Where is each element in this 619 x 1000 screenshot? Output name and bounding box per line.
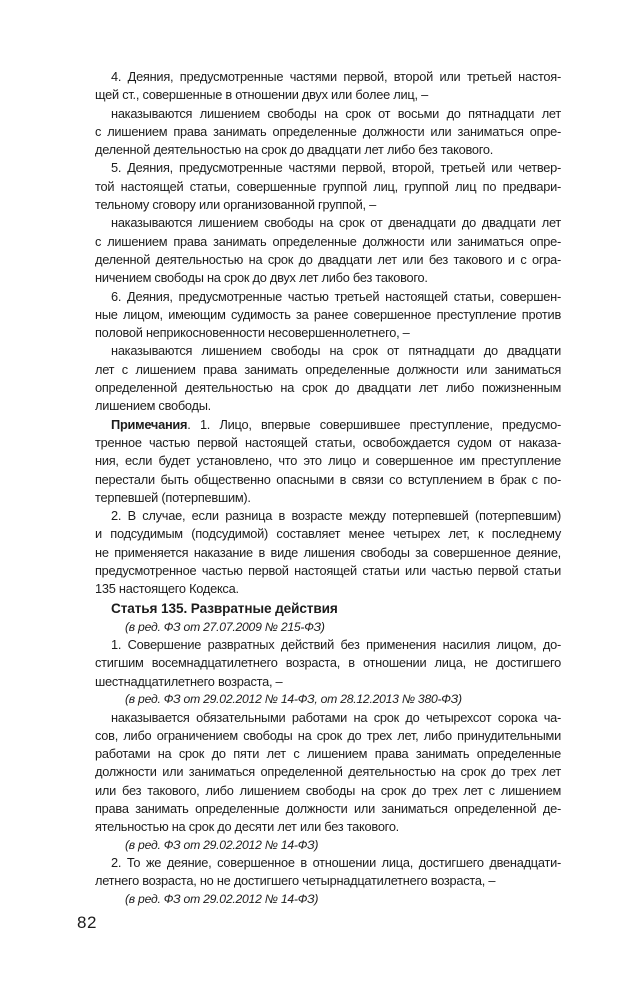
text-line: летнего возраста, но не достигшего четырнадцатилетнего возраста, –	[95, 873, 496, 889]
text-line: той настоящей статьи, совершенные группой лиц, группой лиц по предвари-	[95, 178, 561, 194]
text-line: наказывается обязательными работами на срок до четырехсот сорока ча-	[111, 709, 561, 725]
text-line: тельному сговору или организованной группой, –	[95, 197, 376, 213]
text-line: сов, либо ограничением свободы на срок до трех лет, либо принудительными	[95, 727, 561, 743]
text-line: с лишением права занимать определенные должности или заниматься опре-	[95, 123, 561, 139]
text-line: не применяется наказание в виде лишения свободы за совершенное деяние,	[95, 544, 561, 560]
text-line: 5. Деяния, предусмотренные частями первой, второй, третьей или четвер-	[111, 160, 561, 176]
edition-note: (в ред. ФЗ от 29.02.2012 № 14-ФЗ)	[125, 891, 319, 906]
notes-line	[95, 416, 561, 434]
text-line: должности или заниматься определенной деятельностью на срок до трех лет	[95, 764, 561, 780]
text-line: щей ст., совершенные в отношении двух или более лиц, –	[95, 87, 428, 103]
text-line: 135 настоящего Кодекса.	[95, 581, 239, 597]
text-line: работами на срок до пяти лет с лишением права занимать определенные	[95, 746, 561, 762]
text-line: 4. Деяния, предусмотренные частями первой, второй или третьей настоя-	[111, 69, 561, 84]
text-line: ничением свободы на срок до двух лет либо без такового.	[95, 270, 428, 286]
text-line: с лишением права занимать определенные должности или заниматься опре-	[95, 233, 561, 249]
text-line: деленной деятельностью на срок до двадцати лет либо без такового.	[95, 142, 494, 158]
text-line: 2. То же деяние, совершенное в отношении лица, достигшего двенадцати-	[111, 855, 561, 871]
text-line: определенной деятельностью на срок до двадцати лет либо пожизненным	[95, 380, 561, 396]
page-number: 82	[77, 913, 97, 932]
text-line: предусмотренное частью первой настоящей статьи или частью первой статьи	[95, 563, 561, 579]
text-line: перестали быть общественно опасными в связи со вступлением в брак с по-	[95, 471, 561, 487]
text-line: ятельностью на срок до десяти лет или без такового.	[95, 819, 399, 835]
text-line: лет с лишением права занимать определенные должности или заниматься	[95, 361, 561, 377]
edition-note: (в ред. ФЗ от 29.02.2012 № 14-ФЗ, от 28.12.2013 № 380-ФЗ)	[125, 692, 462, 706]
text-line: 6. Деяния, предусмотренные частью третьей настоящей статьи, совершен-	[111, 288, 561, 304]
article-134-continuation	[95, 68, 561, 599]
text-line: и подсудимым (подсудимой) составляет менее четырех лет, к последнему	[95, 526, 561, 542]
text-line: права занимать определенные должности или заниматься определенной де-	[95, 800, 561, 816]
text-line: или без такового, либо лишением свободы на срок до трех лет с лишением	[95, 782, 561, 798]
notes-heading: Примечания	[111, 416, 188, 432]
edition-note: (в ред. ФЗ от 29.02.2012 № 14-ФЗ)	[125, 837, 319, 852]
text-line: шестнадцатилетнего возраста, –	[95, 673, 283, 689]
text-line: тренное частью первой настоящей статьи, освобождается судом от наказа-	[95, 434, 561, 450]
text-line: наказываются лишением свободы на срок от двенадцати до двадцати лет	[111, 215, 561, 231]
text-line: стигшим восемнадцатилетнего возраста, в отношении лица, не достигшего	[95, 655, 561, 671]
text-line: наказываются лишением свободы на срок от пятнадцати до двадцати	[111, 343, 561, 359]
text-line: терпевшей (потерпевшим).	[95, 489, 251, 505]
edition-note: (в ред. ФЗ от 27.07.2009 № 215-ФЗ)	[125, 619, 325, 634]
text-line: ные лицом, имеющим судимость за ранее совершенное преступление против	[95, 306, 561, 322]
text-line: лишением свободы.	[95, 398, 211, 414]
notes-text: . 1. Лицо, впервые совершившее преступление, предусмо-	[187, 416, 561, 432]
text-line: ния, если будет установлено, что это лицо и совершенное им преступление	[95, 453, 561, 469]
text-line: наказываются лишением свободы на срок от восьми до пятнадцати лет	[111, 105, 561, 121]
text-line: половой неприкосновенности несовершеннолетнего, –	[95, 325, 410, 341]
text-line: 1. Совершение развратных действий без применения насилия лицом, до-	[111, 637, 561, 653]
article-135-body	[95, 619, 561, 909]
text-line: деленной деятельностью на срок до двадцати лет или без такового и с огра-	[95, 251, 561, 267]
article-135-title: Статья 135. Развратные действия	[111, 600, 338, 616]
text-line: 2. В случае, если разница в возрасте между потерпевшей (потерпевшим)	[111, 508, 561, 524]
